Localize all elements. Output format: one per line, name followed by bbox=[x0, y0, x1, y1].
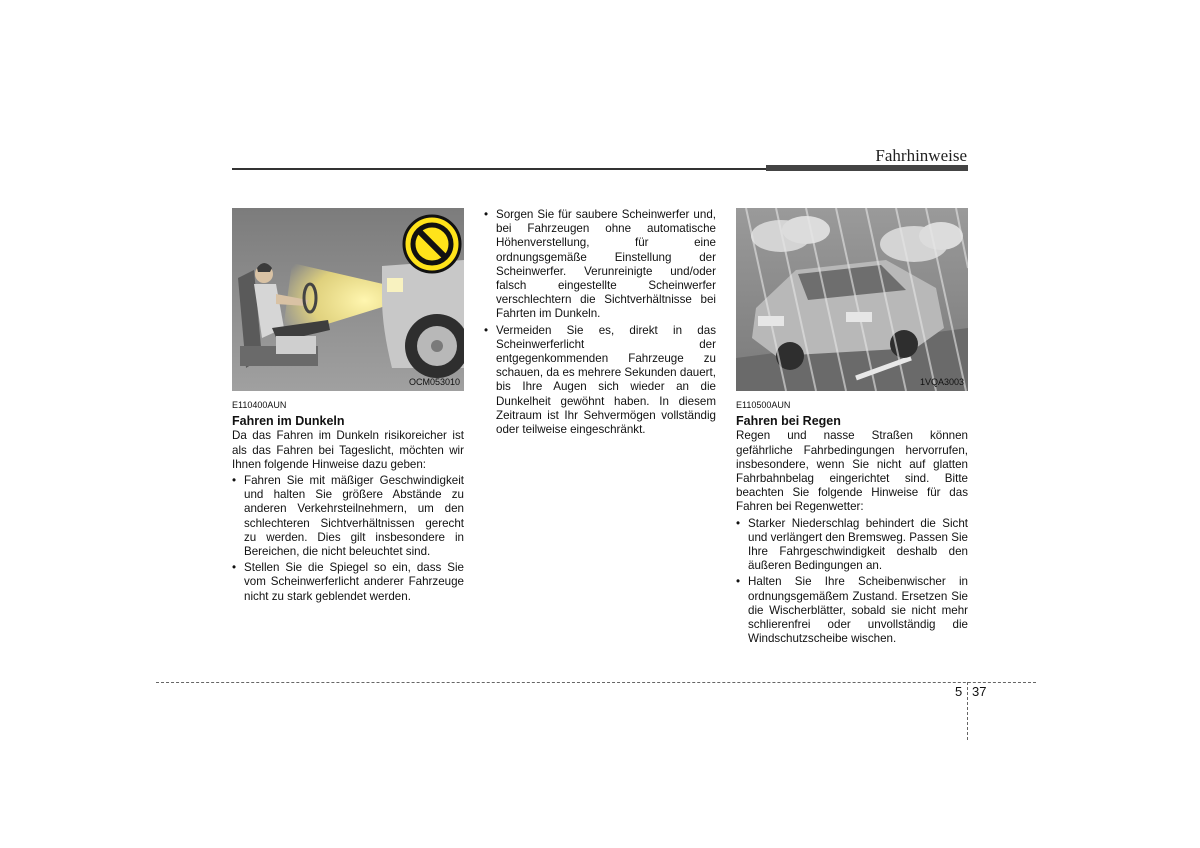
figure-code: 1VQA3003 bbox=[919, 376, 964, 387]
list-item: • Vermeiden Sie es, direkt in das Scheinwerferlicht der entgegenkommenden Fahrzeuge zu schauen, da es mehrere Sekunden dauert, bis Ihre Augen sich wieder an die Dunkelheit gewöhnt haben. In diesem Zeitraum ist Ihr Sehvermögen vollständig oder teilweise eingeschränkt. bbox=[484, 324, 716, 438]
page-number: 37 bbox=[972, 684, 987, 699]
night-driving-icon bbox=[232, 208, 464, 391]
night-driving-illustration bbox=[232, 208, 464, 391]
bullet-list bbox=[232, 474, 464, 604]
right-column bbox=[736, 208, 968, 648]
list-item: • Starker Niederschlag behindert die Sicht und verlängert den Bremsweg. Passen Sie Ihre Fahrgeschwindigkeit deshalb den äußeren Bedingungen an. bbox=[736, 517, 968, 574]
list-item: • Sorgen Sie für saubere Scheinwerfer und, bei Fahrzeugen ohne automatische Höhenverstellung, für eine ordnungsgemäße Einstellung der Scheinwerfer. Verunreinigte und/oder falsch eingestellte Scheinwerfer verschlechtern die Sichtverhältnisse bei Fahrten im Dunkeln. bbox=[484, 208, 716, 322]
list-item: • Halten Sie Ihre Scheibenwischer in ordnungsgemäßem Zustand. Ersetzen Sie die Wischerblätter, sobald sie nicht mehr schlierenfrei oder unvollständig die Windschutzscheibe wischen. bbox=[736, 575, 968, 646]
intro-paragraph: Regen und nasse Straßen können gefährliche Fahrbedingungen hervorrufen, insbesondere, wenn Sie nicht auf glatten Fahrbahnbelag eingerichtet sind. Bitte beachten Sie folgende Hinweise für das Fahren bei Regenwetter: bbox=[736, 429, 968, 514]
header-rule bbox=[232, 168, 768, 170]
rain-driving-illustration bbox=[736, 208, 968, 391]
chapter-number: 5 bbox=[955, 684, 963, 699]
section-code: E110400AUN bbox=[232, 400, 287, 410]
footer-rule bbox=[156, 682, 1036, 683]
left-column bbox=[232, 208, 464, 606]
intro-paragraph: Da das Fahren im Dunkeln risikoreicher ist als das Fahren bei Tageslicht, möchten wir Ihnen folgende Hinweise dazu geben: bbox=[232, 429, 464, 471]
list-item: • Stellen Sie die Spiegel so ein, dass Sie vom Scheinwerferlicht anderer Fahrzeuge nicht zu stark geblendet werden. bbox=[232, 561, 464, 604]
section-heading: Fahren im Dunkeln bbox=[232, 414, 345, 429]
middle-column bbox=[484, 208, 716, 439]
section-heading: Fahren bei Regen bbox=[736, 414, 841, 429]
figure-code: OCM053010 bbox=[408, 376, 460, 387]
page-header-title: Fahrhinweise bbox=[875, 146, 967, 165]
header-rule-accent bbox=[766, 165, 968, 171]
section-code: E110500AUN bbox=[736, 400, 791, 410]
bullet-list bbox=[736, 517, 968, 647]
footer-divider bbox=[967, 682, 968, 740]
bullet-list bbox=[484, 208, 716, 437]
list-item: • Fahren Sie mit mäßiger Geschwindigkeit und halten Sie größere Abstände zu anderen Verkehrsteilnehmern, um den schlechteren Sichtverhältnissen gerecht zu werden. Dies gilt insbesondere in Bereichen, die nicht beleuchtet sind. bbox=[232, 474, 464, 559]
rain-car-icon bbox=[736, 208, 968, 391]
